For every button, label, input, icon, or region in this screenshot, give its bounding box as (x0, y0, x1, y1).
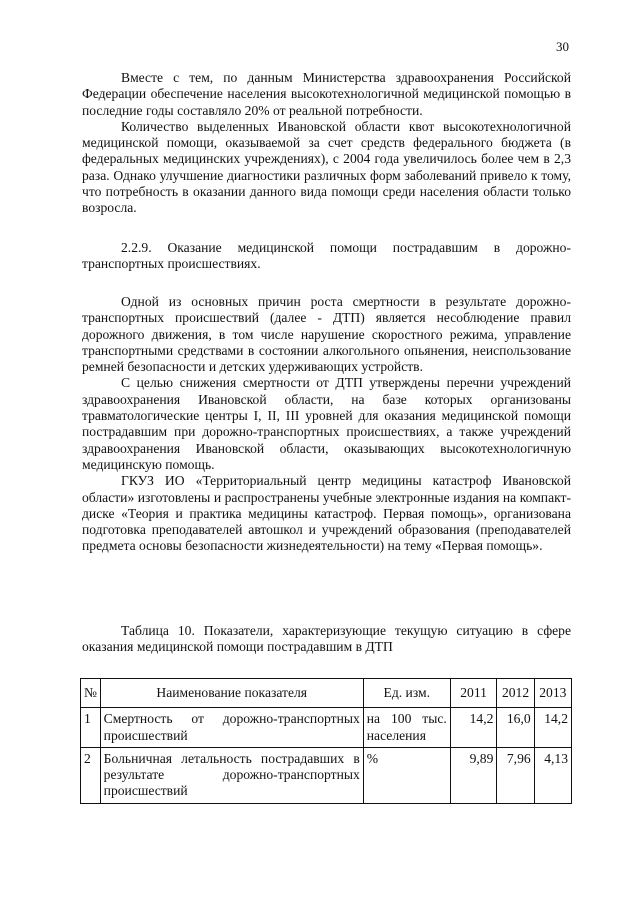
row-unit: на 100 тыс. населения (363, 708, 450, 748)
header-unit: Ед. изм. (363, 679, 450, 708)
table-row (81, 708, 572, 748)
header-number: № (81, 679, 101, 708)
row-number: 2 (81, 747, 101, 803)
indicators-table (80, 678, 572, 804)
table-row (81, 747, 572, 803)
paragraph-intro-1: Вместе с тем, по данным Министерства здравоохранения Российской Федерации обеспечение населения высокотехнологичной медицинской помощью в последние годы составляло 20% от реальной потребности. (82, 70, 571, 118)
paragraph-intro-2: Количество выделенных Ивановской области квот высокотехнологичной медицинской помощи, оказываемой за счет средств федерального бюджета (в федеральных медицинских учреждениях), с 2004 года увеличилось более чем в 2,3 раза. Однако улучшение диагностики различных форм заболеваний привело к тому, что потребность в оказании данного вида помощи среди населения области только возросла. (82, 118, 571, 216)
dtp-text-block (82, 294, 571, 555)
row-number: 1 (81, 708, 101, 748)
row-value-2013: 4,13 (534, 747, 571, 803)
paragraph-dtp-3: ГКУЗ ИО «Территориальный центр медицины катастроф Ивановской области» изготовлены и распространены учебные электронные издания на компакт-диске «Теория и практика медицины катастроф. Первая помощь», организована подготовка преподавателей автошкол и учреждений образования (преподавателей предмета основы безопасности жизнедеятельности) на тему «Первая помощь». (82, 473, 571, 554)
intro-text-block (82, 70, 571, 217)
table-header-row (81, 679, 572, 708)
row-unit: % (363, 747, 450, 803)
header-year-2013: 2013 (534, 679, 571, 708)
table-caption-block (82, 623, 571, 656)
paragraph-dtp-2: С целью снижения смертности от ДТП утверждены перечни учреждений здравоохранения Ивановской области, на базе которых организованы травматологические центры I, II, III уровней для оказания медицинской помощи пострадавшим при дорожно-транспортных происшествиях, а также учреждений здравоохранения Ивановской области, оказывающих высокотехнологичную медицинскую помощь. (82, 375, 571, 472)
header-indicator-name: Наименование показателя (100, 679, 363, 708)
row-value-2011: 9,89 (450, 747, 497, 803)
header-year-2011: 2011 (450, 679, 497, 708)
row-indicator-name: Больничная летальность пострадавших в результате дорожно-транспортных происшествий (100, 747, 363, 803)
section-heading: 2.2.9. Оказание медицинской помощи пострадавшим в дорожно-транспортных происшествиях. (82, 240, 571, 272)
row-indicator-name: Смертность от дорожно-транспортных происшествий (100, 708, 363, 748)
row-value-2012: 16,0 (497, 708, 534, 748)
row-value-2013: 14,2 (534, 708, 571, 748)
table-caption: Таблица 10. Показатели, характеризующие текущую ситуацию в сфере оказания медицинской помощи пострадавшим в ДТП (82, 623, 571, 655)
row-value-2012: 7,96 (497, 747, 534, 803)
header-year-2012: 2012 (497, 679, 534, 708)
paragraph-dtp-1: Одной из основных причин роста смертности в результате дорожно-транспортных происшествий (далее - ДТП) является несоблюдение правил дорожного движения, в том числе нарушение скоростного режима, управление транспортными средствами в состоянии алкогольного опьянения, неиспользование ремней безопасности и детских удерживающих устройств. (82, 294, 571, 375)
row-value-2011: 14,2 (450, 708, 497, 748)
section-heading-block (82, 240, 571, 273)
page-number: 30 (556, 39, 569, 54)
